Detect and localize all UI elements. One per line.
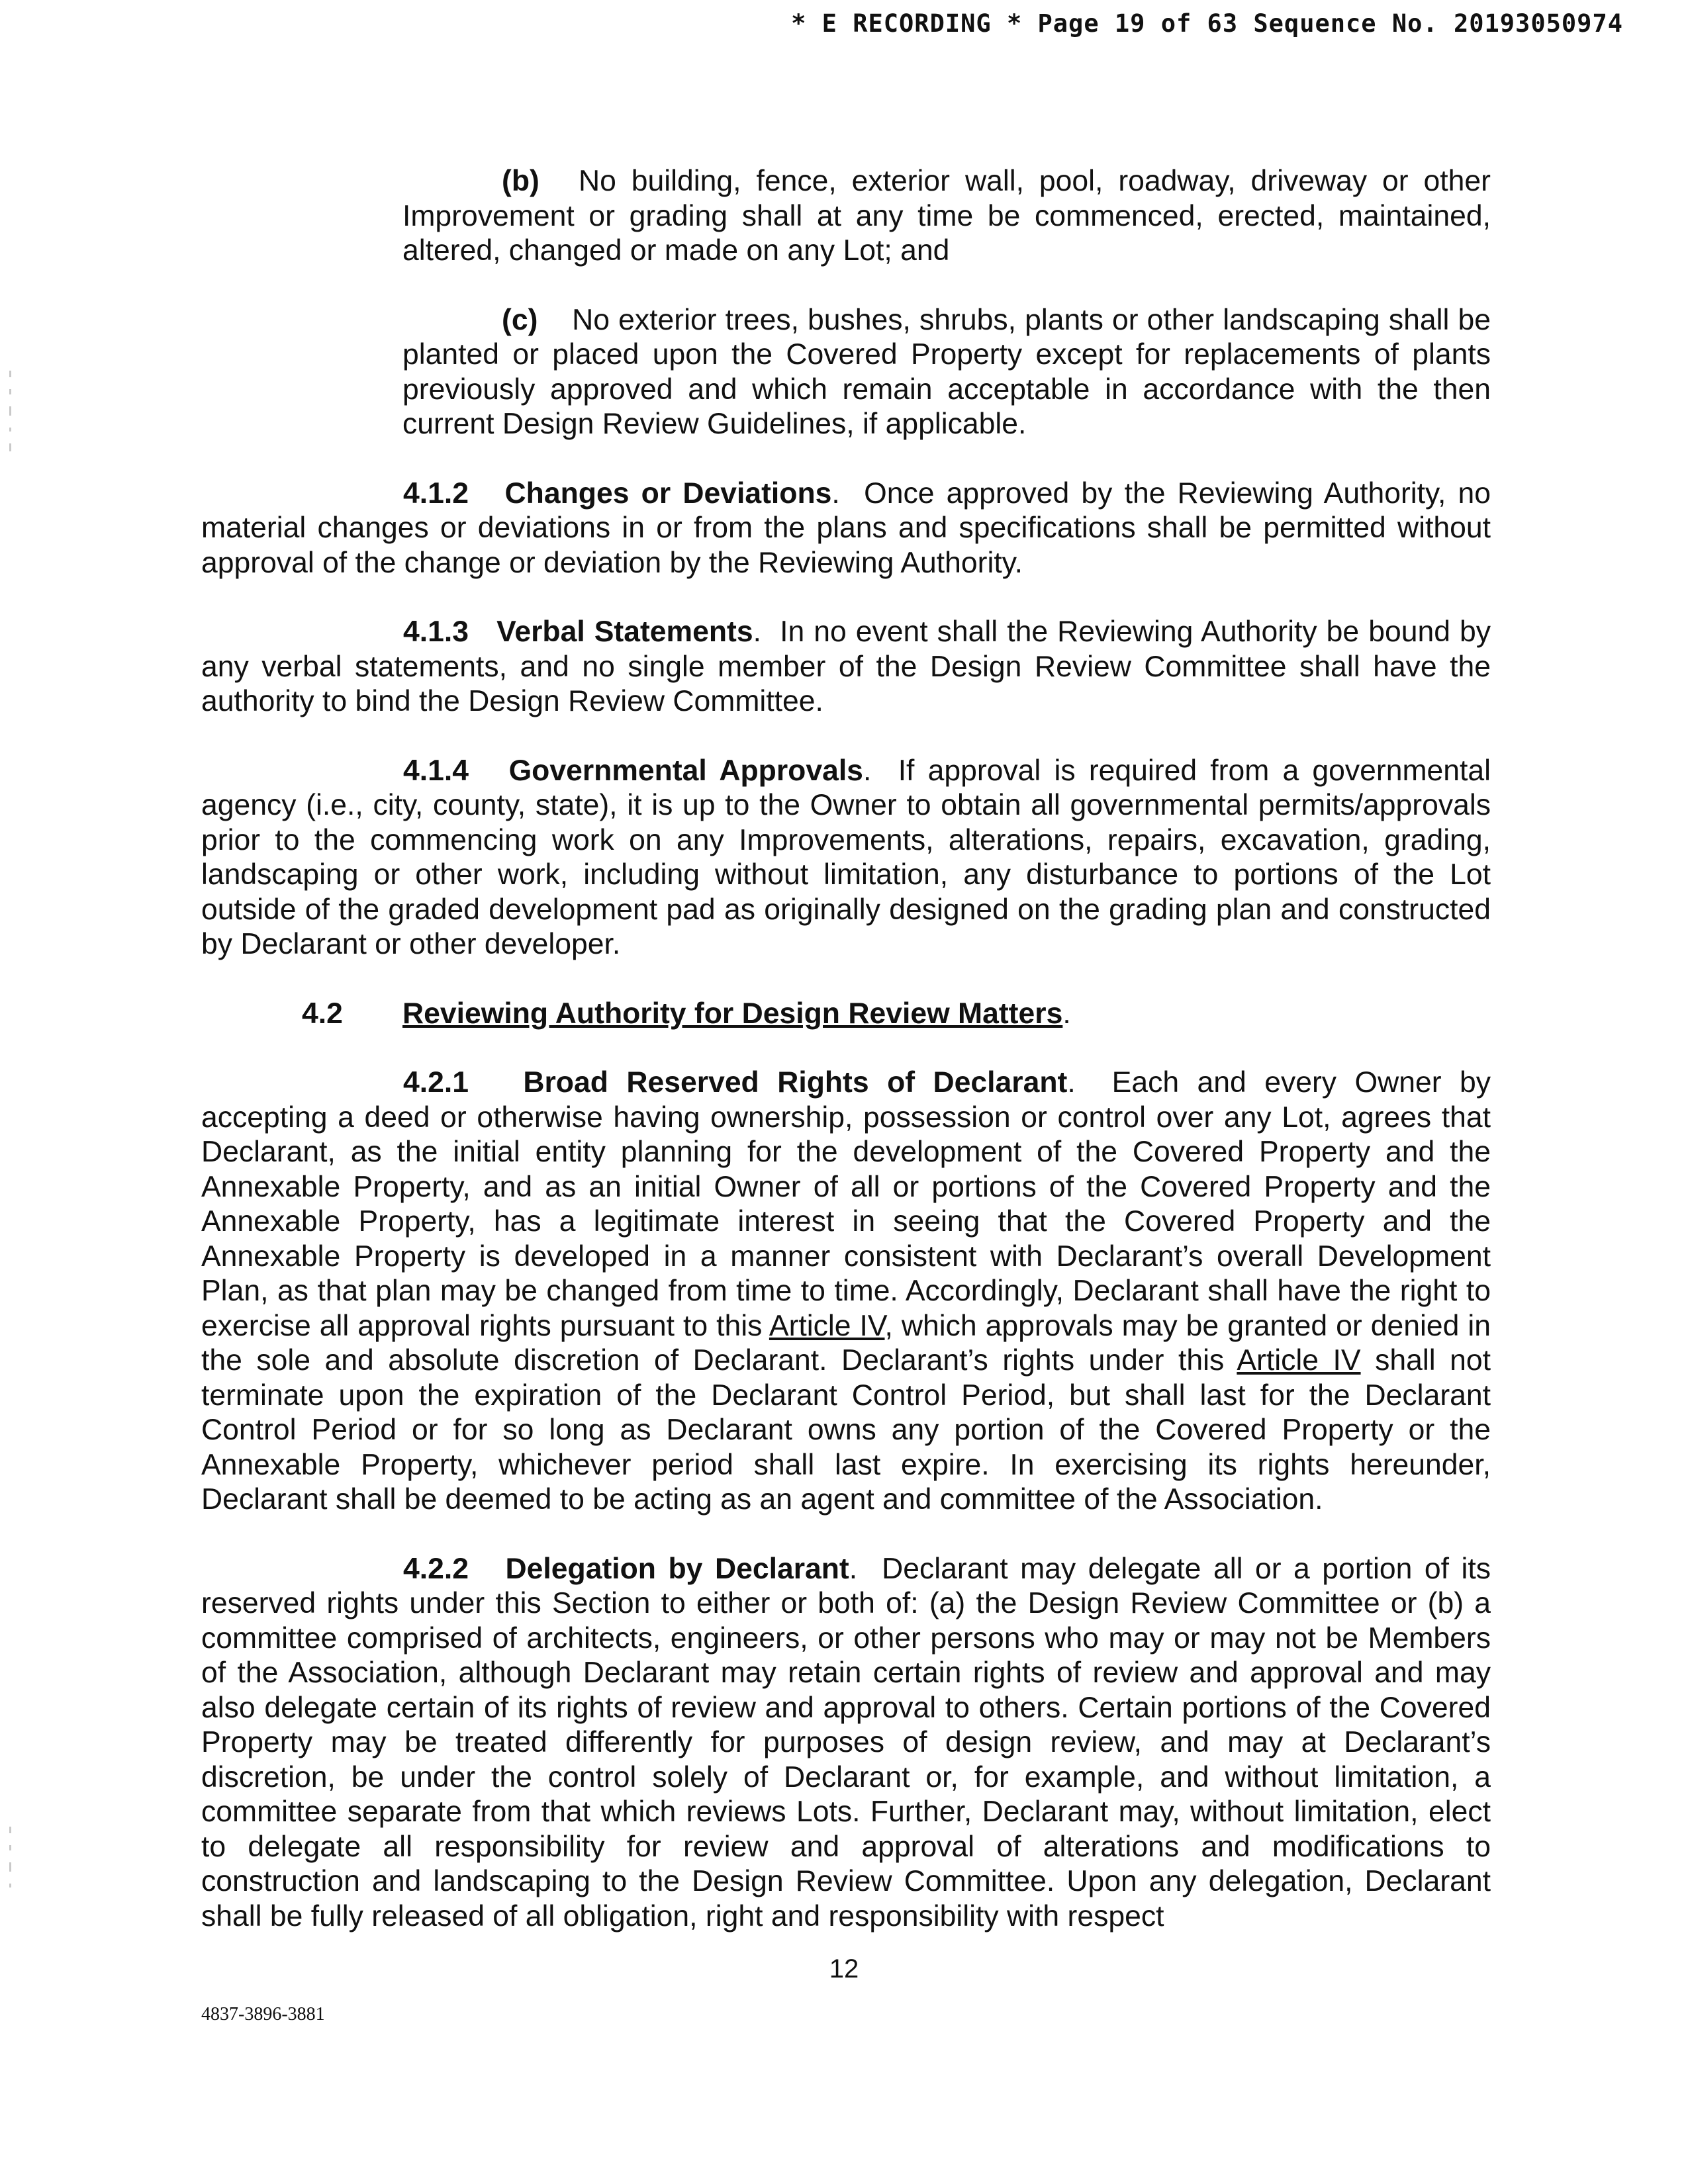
section-4-1-4: 4.1.4 Governmental Approvals. If approval is required from a governmental agency (i.e., city, county, state), it is up to the Owner to obtain all governmental permits/approvals prior to the commencing work on any Improvements, alterations, repairs, excavation, grading, landscaping or other work, including without limitation, any disturbance to portions of the Lot outside of the graded development pad as originally designed on the grading plan and constructed by Declarant or other developer. bbox=[201, 754, 1491, 960]
clause-text: No building, fence, exterior wall, pool, roadway, driveway or other Improvement or grading shall at any time be commenced, erected, maintained, altered, changed or made on any Lot; and bbox=[402, 165, 1491, 267]
section-text: , which approvals may be granted or denied in the sole and absolute discretion of Declarant. Declarant’s rights under this bbox=[201, 1309, 1491, 1377]
section-number: 4.1.3 bbox=[403, 615, 469, 648]
document-body bbox=[201, 164, 1491, 1968]
clause-c bbox=[402, 303, 1491, 442]
section-title: Delegation by Declarant bbox=[505, 1552, 849, 1585]
scan-edge-marks bbox=[9, 371, 13, 463]
clause-label: (c) bbox=[502, 303, 538, 336]
section-title: Broad Reserved Rights of Declarant bbox=[523, 1066, 1068, 1099]
section-4-2-1: 4.2.1 Broad Reserved Rights of Declarant. Each and every Owner by accepting a deed or otherwise having ownership, possession or control over any Lot, agrees that Declarant, as the initial entity planning for the development of the Covered Property and the Annexable Property, and as an initial Owner of all or portions of the Covered Property and the Annexable Property, has a legitimate interest in seeing that the Covered Property and the Annexable Property is developed in a manner consistent with Declarant’s overall Development Plan, as that plan may be changed from time to time. Accordingly, Declarant shall have the right to exercise all approval rights pursuant to this Article IV, which approvals may be granted or denied in the sole and absolute discretion of Declarant. Declarant’s rights under this Article IV shall not terminate upon the expiration of the Declarant Control Period, but shall last for the Declarant Control Period or for so long as Declarant owns any portion of the Covered Property or the Annexable Property, whichever period shall last expire. In exercising its rights hereunder, Declarant shall be deemed to be acting as an agent and committee of the Association. bbox=[201, 1066, 1491, 1516]
section-4-2-2: 4.2.2 Delegation by Declarant. Declarant may delegate all or a portion of its reserved rights under this Section to either or both of: (a) the Design Review Committee or (b) a committee comprised of architects, engineers, or other persons who may or may not be Members of the Association, although Declarant may retain certain rights of review and approval and may also delegate certain of its rights of review and approval to others. Certain portions of the Covered Property may be treated differently for purposes of design review, and may at Declarant’s discretion, be under the control solely of Declarant or, for example, and without limitation, a committee separate from that which reviews Lots. Further, Declarant may, without limitation, elect to delegate all responsibility for review and approval of alterations and modifications to construction and landscaping to the Design Review Committee. Upon any delegation, Declarant shall be fully released of all obligation, right and responsibility with respect bbox=[201, 1552, 1491, 1933]
section-4-1-3: 4.1.3 Verbal Statements. In no event shall the Reviewing Authority be bound by any verbal statements, and no single member of the Design Review Committee shall have the authority to bind the Design Review Committee. bbox=[201, 615, 1491, 717]
article-reference: Article IV bbox=[1237, 1344, 1361, 1377]
section-text: In no event shall the Reviewing Authority be bound by any verbal statements, and no single member of the Design Review Committee shall have the authority to bind the Design Review Committee. bbox=[201, 615, 1491, 717]
section-title: Changes or Deviations bbox=[504, 477, 832, 510]
section-number: 4.1.2 bbox=[403, 477, 469, 510]
section-text: Once approved by the Reviewing Authority, no material changes or deviations in or from the plans and specifications shall be permitted without approval of the change or deviation by the Reviewing Authority. bbox=[201, 477, 1491, 579]
section-number: 4.2 bbox=[302, 997, 343, 1030]
section-number: 4.2.2 bbox=[403, 1552, 469, 1585]
document-id: 4837-3896-3881 bbox=[201, 2004, 325, 2025]
article-reference: Article IV bbox=[769, 1309, 885, 1342]
section-text: Each and every Owner by accepting a deed or otherwise having ownership, possession or control over any Lot, agrees that Declarant, as the initial entity planning for the development of the Covered Property and the Annexable Property, and as an initial Owner of all or portions of the Covered Property and the Annexable Property, has a legitimate interest in seeing that the Covered Property and the Annexable Property is developed in a manner consistent with Declarant’s overall Development Plan, as that plan may be changed from time to time. Accordingly, Declarant shall have the right to exercise all approval rights pursuant to this bbox=[201, 1066, 1491, 1342]
clause-label: (b) bbox=[502, 165, 539, 197]
section-title: Verbal Statements bbox=[496, 615, 753, 648]
clause-text: No exterior trees, bushes, shrubs, plants or other landscaping shall be planted or placed upon the Covered Property except for replacements of plants previously approved and which remain acceptable in accordance with the then current Design Review Guidelines, if applicable. bbox=[402, 303, 1491, 440]
recording-stamp: * E RECORDING * Page 19 of 63 Sequence No. 20193050974 bbox=[791, 9, 1623, 38]
scan-edge-marks bbox=[9, 1827, 13, 1899]
section-number: 4.1.4 bbox=[403, 754, 469, 787]
page-number: 12 bbox=[829, 1954, 859, 1983]
section-text: Declarant may delegate all or a portion of its reserved rights under this Section to either or both of: (a) the Design Review Committee or (b) a committee comprised of architects, engineers, or other persons who may or may not be Members of the Association, although Declarant may retain certain rights of review and approval and may also delegate certain of its rights of review and approval to others. Certain portions of the Covered Property may be treated differently for purposes of design review, and may at Declarant’s discretion, be under the control solely of Declarant or, for example, and without limitation, a committee separate from that which reviews Lots. Further, Declarant may, without limitation, elect to delegate all responsibility for review and approval of alterations and modifications to construction and landscaping to the Design Review Committee. Upon any delegation, Declarant shall be fully released of all obligation, right and responsibility with respect bbox=[201, 1552, 1491, 1933]
section-title: Governmental Approvals bbox=[508, 754, 863, 787]
section-text: If approval is required from a governmental agency (i.e., city, county, state), it is up to the Owner to obtain all governmental permits/approvals prior to the commencing work on any Improvements, alterations, repairs, excavation, grading, landscaping or other work, including without limitation, any disturbance to portions of the Lot outside of the graded development pad as originally designed on the grading plan and constructed by Declarant or other developer. bbox=[201, 754, 1491, 960]
section-4-2-heading: 4.2 Reviewing Authority for Design Review Matters. bbox=[201, 997, 1491, 1032]
section-number: 4.2.1 bbox=[403, 1066, 469, 1099]
section-text: shall not terminate upon the expiration of the Declarant Control Period, but shall last for the Declarant Control Period or for so long as Declarant owns any portion of the Covered Property or the Annexable Property, whichever period shall last expire. In exercising its rights hereunder, Declarant shall be deemed to be acting as an agent and committee of the Association. bbox=[201, 1344, 1491, 1516]
section-4-1-2: 4.1.2 Changes or Deviations. Once approved by the Reviewing Authority, no material changes or deviations in or from the plans and specifications shall be permitted without approval of the change or deviation by the Reviewing Authority. bbox=[201, 477, 1491, 579]
section-title: Reviewing Authority for Design Review Matters bbox=[402, 997, 1063, 1030]
clause-b bbox=[402, 164, 1491, 269]
